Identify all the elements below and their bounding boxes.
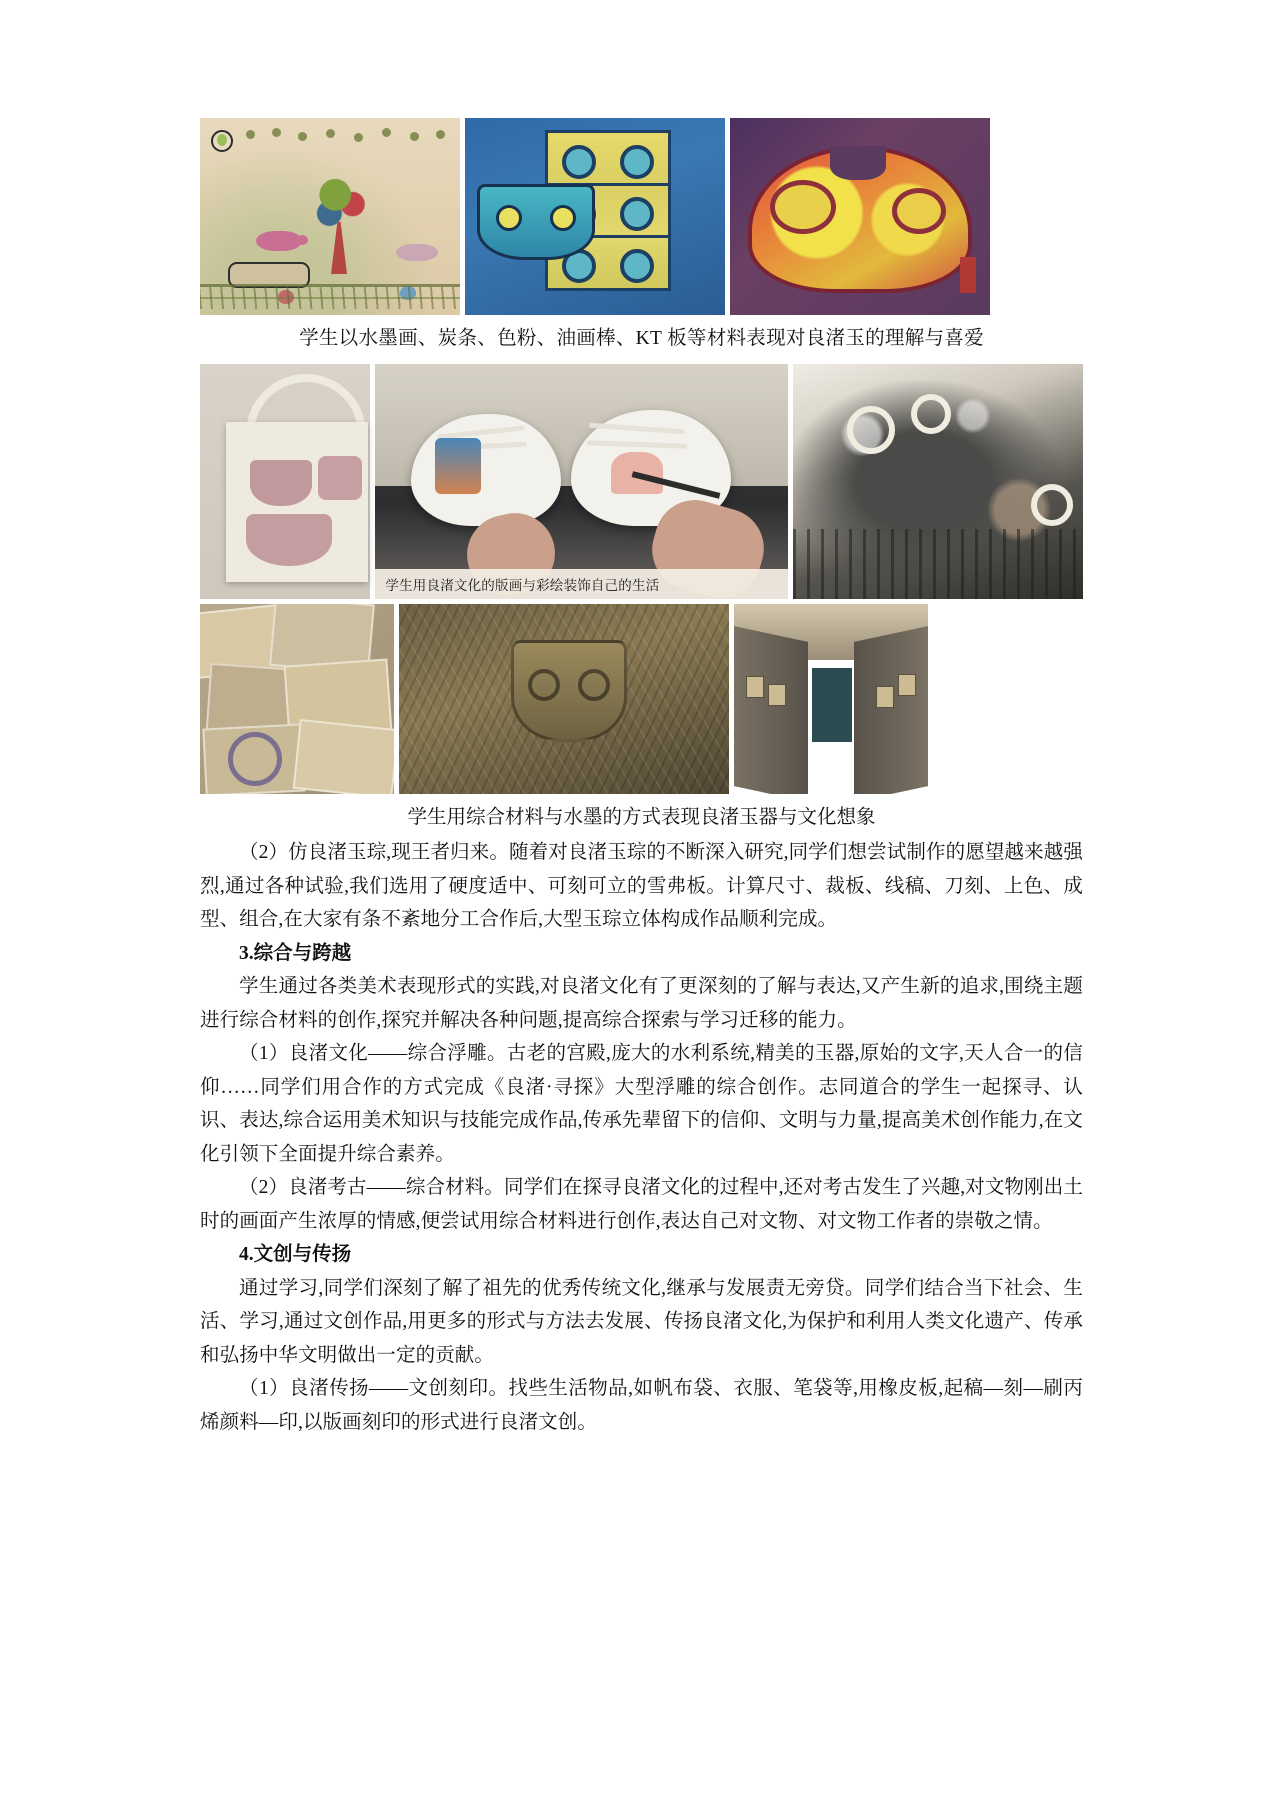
- decor-dots: [246, 128, 446, 144]
- figure-row-artworks: [200, 118, 1083, 315]
- photo-canvas-tote-bag: [200, 364, 370, 599]
- artist-seal: [960, 257, 976, 293]
- artwork-image-oilpastel-mask: [730, 118, 990, 315]
- animal-shape: [396, 244, 438, 261]
- grass-texture: [200, 287, 460, 309]
- figure-caption-2: 学生用综合材料与水墨的方式表现良渚玉器与文化想象: [407, 807, 876, 828]
- photo-inner-caption: 学生用良渚文化的版画与彩绘装饰自己的生活: [375, 569, 788, 599]
- photo-row-bottom: [200, 604, 1083, 794]
- paragraph-archaeology-materials: （2）良渚考古——综合材料。同学们在探寻良渚文化的过程中,还对考古发生了兴趣,对文物刚出土时的画面产生浓厚的情感,便尝试用综合材料进行创作,表达自己对文物、对文物工作者的崇敬之情。: [200, 1177, 1083, 1232]
- photo-row-top: [200, 364, 1083, 599]
- artwork-image-pastel-cong: [465, 118, 725, 315]
- section-heading-3: 3.综合与跨越: [239, 942, 352, 964]
- tree-shape: [312, 170, 370, 232]
- photo-painted-sneakers: [375, 364, 788, 599]
- artwork-image-ink-scene: [200, 118, 460, 315]
- paragraph-comprehensive-relief: （1）良渚文化——综合浮雕。古老的宫殿,庞大的水利系统,精美的玉器,原始的文字,天人合一的信仰……同学们用合作的方式完成《良渚·寻探》大型浮雕的综合创作。志同道合的学生一起探寻、认识、表达,综合运用美术知识与技能完成作品,传承先辈留下的信仰、文明与力量,提高美术创作能力,在文化引领下全面提升综合素养。: [200, 1043, 1083, 1165]
- photo-ink-mixed-media: [793, 364, 1083, 599]
- paragraph-cultural-creation-intro: 通过学习,同学们深刻了解了祖先的优秀传统文化,继承与发展责无旁贷。同学们结合当下社会、生活、学习,通过文创作品,用更多的形式与方法去发展、传扬良渚文化,为保护和利用人类文化遗产、传承和弘扬中华文明做出一定的贡献。: [200, 1277, 1083, 1366]
- section-heading-4: 4.文创与传扬: [239, 1244, 352, 1265]
- eye-shape: [892, 188, 946, 234]
- sun-icon: [211, 130, 233, 152]
- beast-face-shape: [477, 184, 595, 260]
- paragraph-printmaking: （1）良渚传扬——文创刻印。找些生活物品,如帆布袋、衣服、笔袋等,用橡皮板,起稿—刻—刷丙烯颜料—印,以版画刻印的形式进行良渚文创。: [200, 1378, 1083, 1433]
- paragraph-fang-liangzhu-cong: （2）仿良渚玉琮,现王者归来。随着对良渚玉琮的不断深入研究,同学们想尝试制作的愿望越来越强烈,通过各种试验,我们选用了硬度适中、可刻可立的雪弗板。计算尺寸、裁板、线稿、刀刻、上色、成型、组合,在大家有条不紊地分工合作后,大型玉琮立体构成作品顺利完成。: [200, 842, 1083, 930]
- figure-caption-1: 学生以水墨画、炭条、色粉、油画棒、KT 板等材料表现对良渚玉的理解与喜爱: [299, 328, 984, 349]
- eye-shape: [770, 180, 836, 234]
- figure-row-photos: [200, 364, 1083, 794]
- animal-shape: [256, 231, 302, 251]
- photo-exhibition-corridor: [734, 604, 928, 794]
- paragraph-comprehensive-intro: 学生通过各类美术表现形式的实践,对良渚文化有了更深刻的了解与表达,又产生新的追求,围绕主题进行综合材料的创作,探究并解决各种问题,提高综合探索与学习迁移的能力。: [200, 976, 1083, 1031]
- photo-large-relief: [399, 604, 729, 794]
- photo-student-works-collage: [200, 604, 394, 794]
